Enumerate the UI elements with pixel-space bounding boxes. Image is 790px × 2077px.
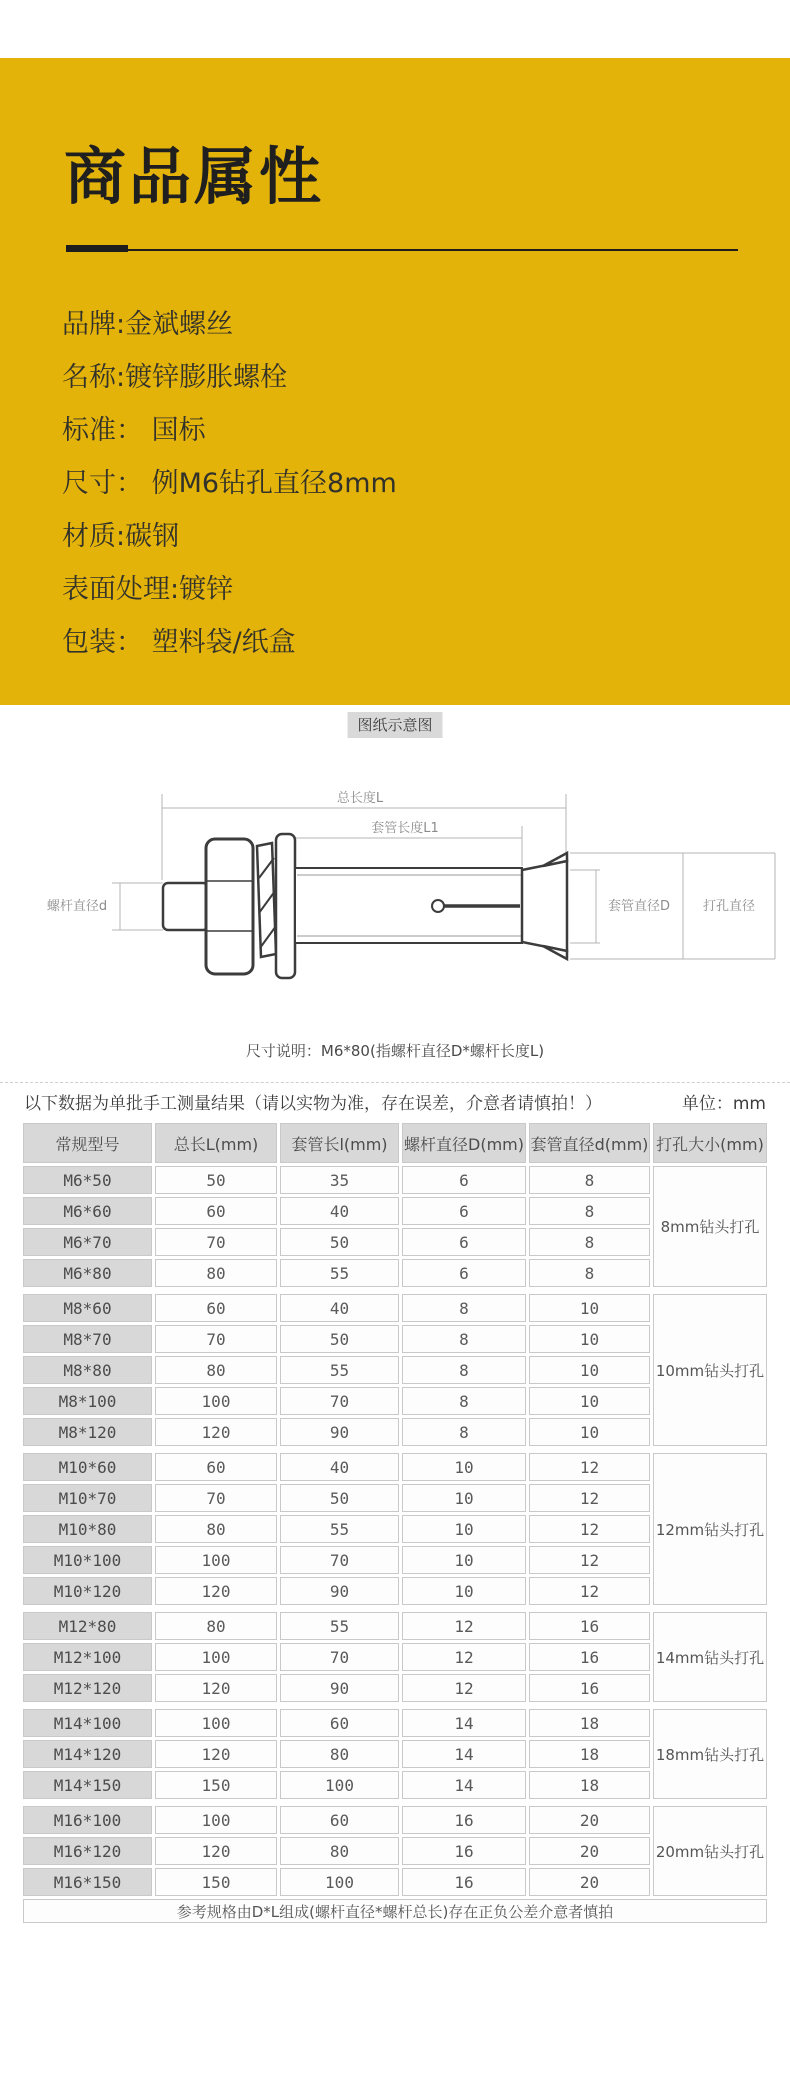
cell-value: 14 bbox=[402, 1709, 526, 1737]
cell-value: 14 bbox=[402, 1740, 526, 1768]
gap-cell bbox=[155, 1705, 277, 1706]
cell-value: 120 bbox=[155, 1674, 277, 1702]
gap-cell bbox=[653, 1608, 767, 1609]
cell-value: 80 bbox=[280, 1740, 399, 1768]
cell-model: M8*80 bbox=[23, 1356, 152, 1384]
cell-value: 8 bbox=[529, 1259, 650, 1287]
cell-value: 80 bbox=[155, 1612, 277, 1640]
cell-value: 55 bbox=[280, 1356, 399, 1384]
gap-cell bbox=[280, 1608, 399, 1609]
table-row bbox=[23, 1453, 767, 1481]
cell-value: 10 bbox=[529, 1356, 650, 1384]
cell-value: 100 bbox=[155, 1387, 277, 1415]
cell-value: 18 bbox=[529, 1709, 650, 1737]
cell-drill-size: 14mm钻头打孔 bbox=[653, 1612, 767, 1702]
gap-cell bbox=[280, 1290, 399, 1291]
cell-model: M8*70 bbox=[23, 1325, 152, 1353]
gap-cell bbox=[155, 1290, 277, 1291]
attribute-size: 尺寸： 例M6钻孔直径8mm bbox=[62, 468, 397, 499]
cell-value: 10 bbox=[402, 1546, 526, 1574]
attribute-name: 名称:镀锌膨胀螺栓 bbox=[62, 362, 288, 393]
cell-model: M6*80 bbox=[23, 1259, 152, 1287]
cell-value: 10 bbox=[402, 1577, 526, 1605]
dim-sleeve-diameter-label: 套管直径D bbox=[607, 899, 671, 914]
cell-value: 16 bbox=[402, 1837, 526, 1865]
gap-cell bbox=[529, 1802, 650, 1803]
column-header: 常规型号 bbox=[23, 1123, 152, 1163]
cell-model: M14*100 bbox=[23, 1709, 152, 1737]
attribute-standard: 标准： 国标 bbox=[62, 415, 206, 446]
group-gap-row bbox=[23, 1290, 767, 1291]
cell-model: M10*70 bbox=[23, 1484, 152, 1512]
cell-value: 50 bbox=[280, 1484, 399, 1512]
cell-value: 90 bbox=[280, 1577, 399, 1605]
cell-value: 8 bbox=[402, 1294, 526, 1322]
cell-model: M10*100 bbox=[23, 1546, 152, 1574]
cell-value: 12 bbox=[529, 1453, 650, 1481]
cell-model: M12*80 bbox=[23, 1612, 152, 1640]
cell-value: 12 bbox=[529, 1546, 650, 1574]
gap-cell bbox=[529, 1608, 650, 1609]
column-header: 总长L(mm) bbox=[155, 1123, 277, 1163]
measure-note bbox=[24, 1089, 766, 1114]
cell-value: 80 bbox=[155, 1259, 277, 1287]
cell-value: 8 bbox=[402, 1418, 526, 1446]
cell-value: 40 bbox=[280, 1453, 399, 1481]
column-header: 套管直径d(mm) bbox=[529, 1123, 650, 1163]
cell-value: 90 bbox=[280, 1674, 399, 1702]
cell-value: 70 bbox=[280, 1546, 399, 1574]
cell-value: 16 bbox=[402, 1806, 526, 1834]
cell-value: 55 bbox=[280, 1259, 399, 1287]
cell-value: 12 bbox=[529, 1484, 650, 1512]
cell-value: 100 bbox=[155, 1546, 277, 1574]
cell-value: 12 bbox=[529, 1515, 650, 1543]
gap-cell bbox=[402, 1449, 526, 1450]
cell-value: 8 bbox=[402, 1325, 526, 1353]
cell-value: 70 bbox=[280, 1643, 399, 1671]
cell-value: 120 bbox=[155, 1740, 277, 1768]
gap-cell bbox=[402, 1705, 526, 1706]
gap-cell bbox=[402, 1608, 526, 1609]
cell-value: 60 bbox=[280, 1806, 399, 1834]
cell-value: 6 bbox=[402, 1197, 526, 1225]
spec-table-body bbox=[23, 1166, 767, 1923]
table-row bbox=[23, 1612, 767, 1640]
cell-value: 100 bbox=[280, 1868, 399, 1896]
gap-cell bbox=[529, 1290, 650, 1291]
cell-model: M14*120 bbox=[23, 1740, 152, 1768]
cell-model: M10*120 bbox=[23, 1577, 152, 1605]
table-row bbox=[23, 1709, 767, 1737]
spec-table bbox=[20, 1120, 770, 1926]
group-gap-row bbox=[23, 1802, 767, 1803]
cell-drill-size: 20mm钻头打孔 bbox=[653, 1806, 767, 1896]
cell-value: 6 bbox=[402, 1259, 526, 1287]
cell-value: 6 bbox=[402, 1228, 526, 1256]
cell-value: 10 bbox=[402, 1484, 526, 1512]
gap-cell bbox=[529, 1705, 650, 1706]
attribute-finish: 表面处理:镀锌 bbox=[62, 574, 234, 605]
attribute-brand: 品牌:金斌螺丝 bbox=[62, 309, 234, 340]
cell-drill-size: 8mm钻头打孔 bbox=[653, 1166, 767, 1287]
gap-cell bbox=[23, 1290, 152, 1291]
cell-value: 10 bbox=[402, 1515, 526, 1543]
column-header: 打孔大小(mm) bbox=[653, 1123, 767, 1163]
bolt-diagram bbox=[0, 758, 790, 1028]
header-row bbox=[23, 1123, 767, 1163]
cell-value: 16 bbox=[529, 1612, 650, 1640]
cell-value: 8 bbox=[402, 1387, 526, 1415]
gap-cell bbox=[23, 1449, 152, 1450]
dim-total-length-label: 总长度L bbox=[336, 791, 384, 806]
cell-model: M10*60 bbox=[23, 1453, 152, 1481]
table-row bbox=[23, 1294, 767, 1322]
cell-value: 16 bbox=[402, 1868, 526, 1896]
group-gap-row bbox=[23, 1449, 767, 1450]
cell-model: M6*70 bbox=[23, 1228, 152, 1256]
cell-value: 12 bbox=[402, 1612, 526, 1640]
cell-value: 100 bbox=[155, 1643, 277, 1671]
table-row bbox=[23, 1806, 767, 1834]
cell-value: 60 bbox=[155, 1294, 277, 1322]
cell-model: M12*120 bbox=[23, 1674, 152, 1702]
cell-value: 20 bbox=[529, 1868, 650, 1896]
cell-value: 80 bbox=[155, 1356, 277, 1384]
group-gap-row bbox=[23, 1608, 767, 1609]
measure-note-text: 以下数据为单批手工测量结果（请以实物为准，存在误差，介意者请慎拍！） bbox=[24, 1094, 602, 1114]
cell-value: 100 bbox=[155, 1709, 277, 1737]
cell-drill-size: 10mm钻头打孔 bbox=[653, 1294, 767, 1446]
cell-value: 10 bbox=[529, 1294, 650, 1322]
gap-cell bbox=[280, 1705, 399, 1706]
cell-model: M6*50 bbox=[23, 1166, 152, 1194]
gap-cell bbox=[155, 1449, 277, 1450]
gap-cell bbox=[529, 1449, 650, 1450]
dim-sleeve-length-label: 套管长度L1 bbox=[371, 821, 439, 836]
cell-value: 70 bbox=[155, 1484, 277, 1512]
hero-banner bbox=[0, 58, 790, 705]
attribute-package: 包装： 塑料袋/纸盒 bbox=[62, 627, 296, 658]
cell-value: 8 bbox=[529, 1197, 650, 1225]
gap-cell bbox=[402, 1802, 526, 1803]
cell-model: M8*120 bbox=[23, 1418, 152, 1446]
cell-model: M16*100 bbox=[23, 1806, 152, 1834]
cell-value: 6 bbox=[402, 1166, 526, 1194]
cell-value: 70 bbox=[155, 1228, 277, 1256]
cell-value: 16 bbox=[529, 1674, 650, 1702]
cell-value: 20 bbox=[529, 1837, 650, 1865]
gap-cell bbox=[653, 1802, 767, 1803]
diagram-section-label: 图纸示意图 bbox=[347, 712, 442, 738]
footer-note: 参考规格由D*L组成(螺杆直径*螺杆总长)存在正负公差介意者慎拍 bbox=[23, 1899, 767, 1923]
spec-table-header bbox=[23, 1123, 767, 1163]
footer-note-row bbox=[23, 1899, 767, 1923]
attribute-material: 材质:碳钢 bbox=[62, 521, 180, 552]
cell-value: 70 bbox=[280, 1387, 399, 1415]
cell-value: 40 bbox=[280, 1197, 399, 1225]
gap-cell bbox=[155, 1802, 277, 1803]
gap-cell bbox=[155, 1608, 277, 1609]
size-explanation: 尺寸说明：M6*80(指螺杆直径D*螺杆长度L) bbox=[245, 1042, 545, 1060]
cell-value: 50 bbox=[280, 1228, 399, 1256]
cell-value: 70 bbox=[155, 1325, 277, 1353]
cell-value: 150 bbox=[155, 1771, 277, 1799]
cell-value: 20 bbox=[529, 1806, 650, 1834]
cell-model: M16*120 bbox=[23, 1837, 152, 1865]
cell-value: 120 bbox=[155, 1837, 277, 1865]
gap-cell bbox=[23, 1705, 152, 1706]
cell-value: 12 bbox=[529, 1577, 650, 1605]
unit-label: 单位：mm bbox=[681, 1094, 766, 1114]
page-title: 商品属性 bbox=[64, 140, 325, 213]
group-gap-row bbox=[23, 1705, 767, 1706]
cell-value: 10 bbox=[529, 1418, 650, 1446]
cell-value: 100 bbox=[155, 1806, 277, 1834]
dim-drill-diameter-label: 打孔直径 bbox=[702, 899, 756, 914]
product-attributes bbox=[62, 298, 397, 669]
cell-value: 120 bbox=[155, 1577, 277, 1605]
cell-model: M16*150 bbox=[23, 1868, 152, 1896]
cell-value: 50 bbox=[280, 1325, 399, 1353]
cell-value: 50 bbox=[155, 1166, 277, 1194]
column-header: 螺杆直径D(mm) bbox=[402, 1123, 526, 1163]
cell-value: 10 bbox=[529, 1325, 650, 1353]
cell-value: 60 bbox=[155, 1453, 277, 1481]
gap-cell bbox=[653, 1449, 767, 1450]
cell-value: 16 bbox=[529, 1643, 650, 1671]
cell-value: 18 bbox=[529, 1740, 650, 1768]
cell-value: 14 bbox=[402, 1771, 526, 1799]
cell-value: 10 bbox=[402, 1453, 526, 1481]
cell-model: M12*100 bbox=[23, 1643, 152, 1671]
cell-value: 100 bbox=[280, 1771, 399, 1799]
table-row bbox=[23, 1166, 767, 1194]
cell-value: 10 bbox=[529, 1387, 650, 1415]
gap-cell bbox=[653, 1290, 767, 1291]
cell-value: 18 bbox=[529, 1771, 650, 1799]
cell-value: 55 bbox=[280, 1515, 399, 1543]
cell-value: 8 bbox=[529, 1228, 650, 1256]
cell-value: 120 bbox=[155, 1418, 277, 1446]
cell-value: 40 bbox=[280, 1294, 399, 1322]
column-header: 套管长l(mm) bbox=[280, 1123, 399, 1163]
cell-model: M14*150 bbox=[23, 1771, 152, 1799]
cell-value: 60 bbox=[280, 1709, 399, 1737]
cell-value: 35 bbox=[280, 1166, 399, 1194]
section-divider bbox=[0, 1082, 790, 1083]
cell-value: 8 bbox=[402, 1356, 526, 1384]
cell-value: 12 bbox=[402, 1674, 526, 1702]
dim-rod-diameter-label: 螺杆直径d bbox=[46, 899, 108, 914]
gap-cell bbox=[280, 1802, 399, 1803]
title-underline bbox=[66, 249, 738, 251]
gap-cell bbox=[23, 1802, 152, 1803]
cell-model: M8*100 bbox=[23, 1387, 152, 1415]
cell-drill-size: 12mm钻头打孔 bbox=[653, 1453, 767, 1605]
gap-cell bbox=[280, 1449, 399, 1450]
cell-model: M8*60 bbox=[23, 1294, 152, 1322]
cell-value: 8 bbox=[529, 1166, 650, 1194]
cell-value: 12 bbox=[402, 1643, 526, 1671]
gap-cell bbox=[653, 1705, 767, 1706]
cell-drill-size: 18mm钻头打孔 bbox=[653, 1709, 767, 1799]
title-underline-accent bbox=[66, 245, 128, 252]
cell-value: 55 bbox=[280, 1612, 399, 1640]
cell-value: 150 bbox=[155, 1868, 277, 1896]
cell-value: 80 bbox=[280, 1837, 399, 1865]
cell-value: 60 bbox=[155, 1197, 277, 1225]
gap-cell bbox=[23, 1608, 152, 1609]
gap-cell bbox=[402, 1290, 526, 1291]
cell-model: M6*60 bbox=[23, 1197, 152, 1225]
cell-value: 80 bbox=[155, 1515, 277, 1543]
cell-value: 90 bbox=[280, 1418, 399, 1446]
cell-model: M10*80 bbox=[23, 1515, 152, 1543]
